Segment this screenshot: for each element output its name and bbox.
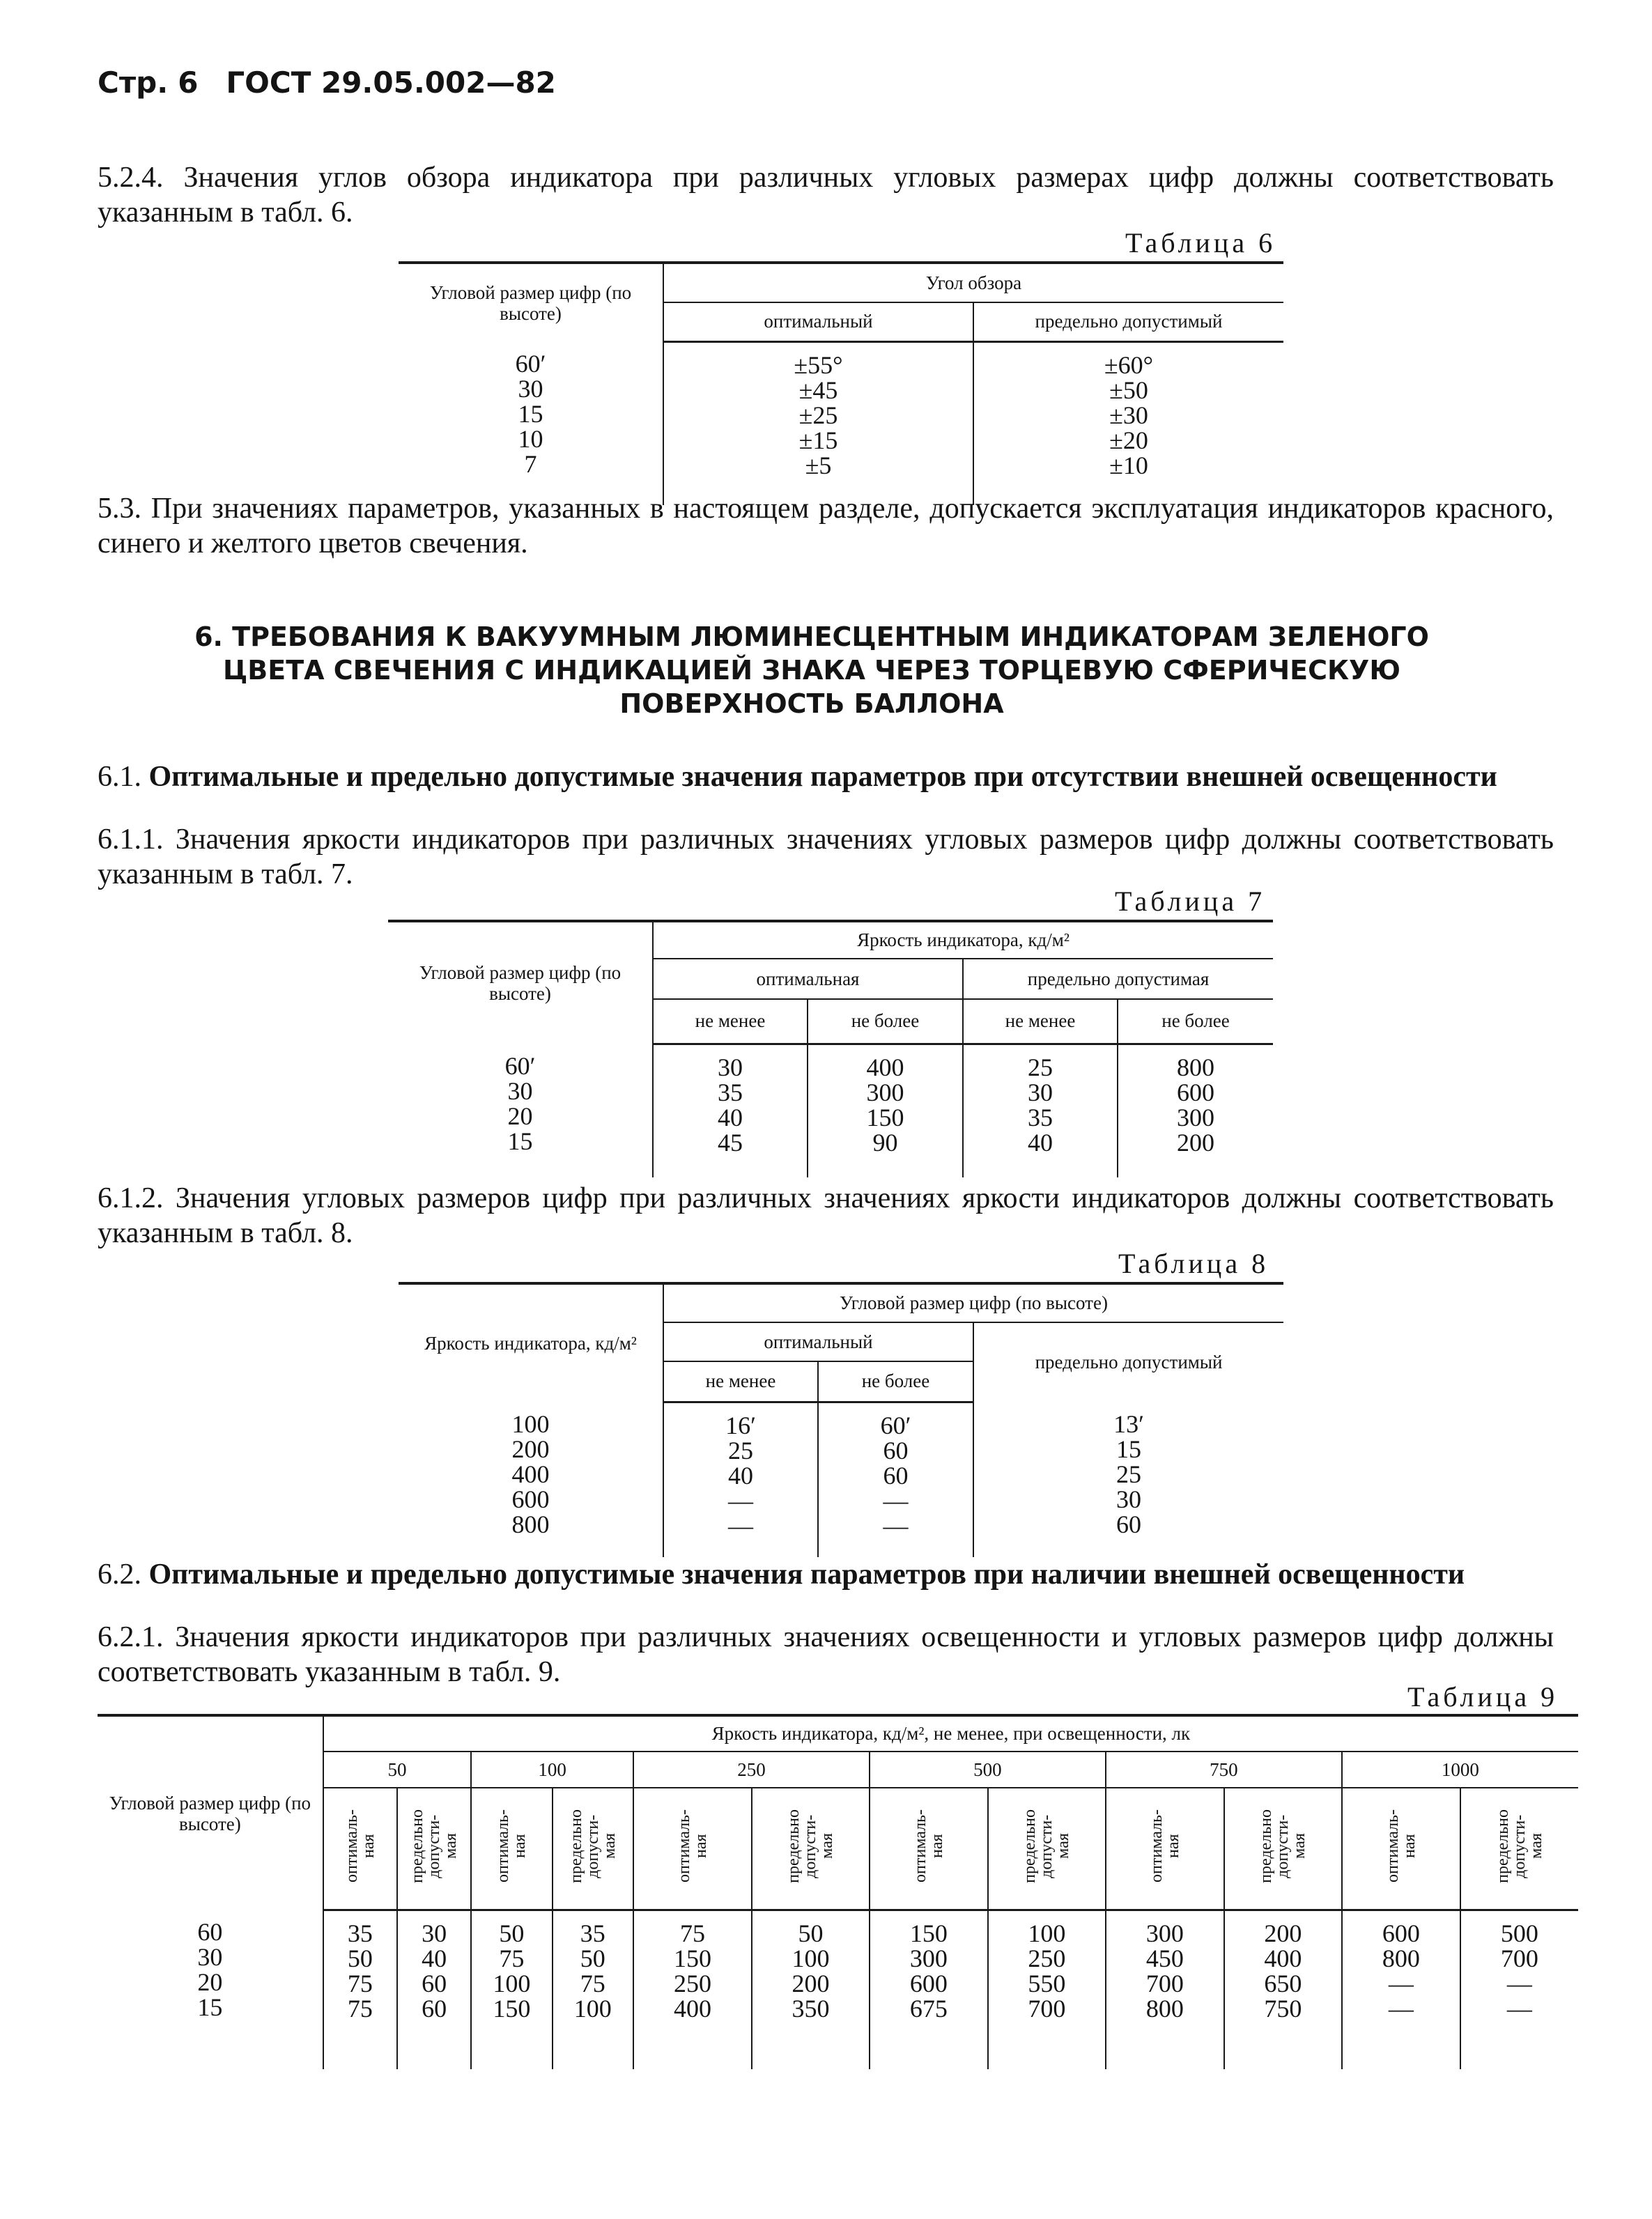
t6-row-labels: 60′ 30 15 10 7 — [515, 350, 546, 478]
table-6 — [399, 261, 1283, 505]
t9-values: 500 700 — — — [1460, 1910, 1578, 2069]
t9-values: 35 50 75 75 — [323, 1910, 397, 2069]
table-9 — [98, 1714, 1578, 2069]
t9-col-limit: предельно допусти- мая — [1257, 1809, 1309, 1883]
t7-values: 30 35 40 45 — [653, 1044, 808, 1177]
t6-optimal-values: ±55° ±45 ±25 ±15 ±5 — [663, 341, 973, 505]
paragraph-6-1-number: 6.1. — [98, 761, 141, 793]
t8-row-labels: 100 200 400 600 800 — [511, 1410, 550, 1538]
t6-group-header: Угол обзора — [663, 263, 1283, 302]
t9-lux-header: 50 — [323, 1752, 471, 1788]
paragraph-5-3: 5.3. При значениях параметров, указанных в настоящем разделе, допускается эксплуатация индикаторов красного, синего и желтого цветов свечения. — [98, 493, 1554, 559]
t9-col-limit: предельно допусти- мая — [408, 1809, 461, 1883]
t7-row-header: Угловой размер цифр (по высоте) — [388, 921, 653, 1044]
t9-lux-header: 750 — [1106, 1752, 1342, 1788]
t8-col-max: не более — [818, 1361, 973, 1402]
table-8 — [399, 1282, 1283, 1557]
t7-values: 800 600 300 200 — [1118, 1044, 1273, 1177]
t8-values: 60′ 60 60 — — — [818, 1402, 973, 1557]
t9-col-optimal: оптималь- ная — [342, 1809, 378, 1883]
t9-values: 30 40 60 60 — [397, 1910, 471, 2069]
t7-values: 25 30 35 40 — [963, 1044, 1118, 1177]
t9-col-optimal: оптималь- ная — [1147, 1809, 1182, 1883]
table-7 — [388, 920, 1273, 1177]
t8-col-min: не менее — [663, 1361, 818, 1402]
page-number: 6 — [178, 65, 199, 100]
t9-col-optimal: оптималь- ная — [1383, 1809, 1419, 1883]
t6-limit-values: ±60° ±50 ±30 ±20 ±10 — [973, 341, 1283, 505]
t7-values: 400 300 150 90 — [808, 1044, 963, 1177]
t9-lux-header: 100 — [471, 1752, 633, 1788]
t7-row-labels: 60′ 30 20 15 — [504, 1052, 536, 1155]
paragraph-6-2 — [98, 1557, 1554, 1592]
t9-col-limit: предельно допусти- мая — [566, 1809, 619, 1883]
t8-values: 16′ 25 40 — — — [663, 1402, 818, 1557]
t9-col-optimal: оптималь- ная — [911, 1809, 946, 1883]
t9-values: 50 75 100 150 — [471, 1910, 552, 2069]
t7-col-optimal: оптимальная — [653, 959, 963, 999]
paragraph-6-2-number: 6.2. — [98, 1559, 141, 1591]
t9-lux-header: 1000 — [1342, 1752, 1578, 1788]
t7-col-max: не более — [808, 999, 963, 1044]
paragraph-6-1-title: Оптимальные и предельно допустимые значения параметров при отсутствии внешней освещенности — [148, 761, 1497, 793]
t9-col-limit: предельно допусти- мая — [1493, 1809, 1545, 1883]
paragraph-6-1-2: 6.1.2. Значения угловых размеров цифр при различных значениях яркости индикаторов должны соответствовать указанным в табл. 8. — [98, 1182, 1554, 1249]
paragraph-6-1-1: 6.1.1. Значения яркости индикаторов при различных значениях угловых размеров цифр должны соответствовать указанным в табл. 7. — [98, 824, 1554, 890]
t9-values: 600 800 — — — [1342, 1910, 1460, 2069]
t8-row-header: Яркость индикатора, кд/м² — [399, 1283, 663, 1402]
t9-values: 150 300 600 675 — [870, 1910, 988, 2069]
t9-row-labels: 60 30 20 15 — [197, 1918, 223, 2021]
t9-lux-header: 250 — [633, 1752, 870, 1788]
table-7-caption: Таблица 7 — [1115, 886, 1266, 917]
paragraph-5-2-4: 5.2.4. Значения углов обзора индикатора при различных угловых размерах цифр должны соответствовать указанным в табл. 6. — [98, 162, 1554, 229]
t9-col-limit: предельно допусти- мая — [1021, 1809, 1073, 1883]
t9-values: 300 450 700 800 — [1106, 1910, 1224, 2069]
t9-group-header: Яркость индикатора, кд/м², не менее, при освещенности, лк — [323, 1715, 1578, 1752]
t7-col-limit: предельно допустимая — [963, 959, 1273, 999]
t7-col-min: не менее — [653, 999, 808, 1044]
standard-number: ГОСТ 29.05.002—82 — [226, 65, 556, 100]
t9-col-limit: предельно допусти- мая — [785, 1809, 837, 1883]
t9-col-optimal: оптималь- ная — [674, 1809, 710, 1883]
t6-col-optimal: оптимальный — [663, 302, 973, 341]
table-8-caption: Таблица 8 — [1118, 1248, 1269, 1279]
paragraph-6-2-title: Оптимальные и предельно допустимые значения параметров при наличии внешней освещенности — [148, 1559, 1465, 1591]
t7-col-max: не более — [1118, 999, 1273, 1044]
t8-col-optimal: оптимальный — [663, 1322, 973, 1361]
paragraph-6-2-1: 6.2.1. Значения яркости индикаторов при различных значениях освещенности и угловых размеров цифр должны соответствовать указанным в табл. 9. — [98, 1621, 1554, 1688]
table-6-caption: Таблица 6 — [1125, 227, 1276, 258]
table-9-caption: Таблица 9 — [1407, 1681, 1559, 1712]
t6-row-header: Угловой размер цифр (по высоте) — [399, 263, 663, 341]
t9-values: 75 150 250 400 — [633, 1910, 752, 2069]
t7-col-min: не менее — [963, 999, 1118, 1044]
t8-col-limit: предельно допустимый — [973, 1322, 1283, 1402]
t9-lux-header: 500 — [870, 1752, 1106, 1788]
t9-values: 35 50 75 100 — [553, 1910, 633, 2069]
t9-values: 50 100 200 350 — [752, 1910, 870, 2069]
t9-row-header: Угловой размер цифр (по высоте) — [98, 1715, 323, 1910]
t9-values: 200 400 650 750 — [1224, 1910, 1342, 2069]
page-label: Стр. — [98, 65, 169, 100]
page-header — [98, 65, 585, 107]
t9-values: 100 250 550 700 — [988, 1910, 1106, 2069]
paragraph-6-1 — [98, 759, 1554, 794]
t7-group-header: Яркость индикатора, кд/м² — [653, 921, 1273, 959]
section-6-title: 6. ТРЕБОВАНИЯ К ВАКУУМНЫМ ЛЮМИНЕСЦЕНТНЫМ ИНДИКАТОРАМ ЗЕЛЕНОГО ЦВЕТА СВЕЧЕНИЯ С ИНДИКАЦИЕЙ ЗНАКА ЧЕРЕЗ ТОРЦЕВУЮ СФЕРИЧЕСКУЮ ПОВЕРХНОСТЬ БАЛЛОНА — [194, 621, 1429, 719]
t9-col-optimal: оптималь- ная — [494, 1809, 530, 1883]
t8-values: 13′ 15 25 30 60 — [973, 1402, 1283, 1557]
t8-group-header: Угловой размер цифр (по высоте) — [663, 1283, 1283, 1322]
t6-col-limit: предельно допустимый — [973, 302, 1283, 341]
